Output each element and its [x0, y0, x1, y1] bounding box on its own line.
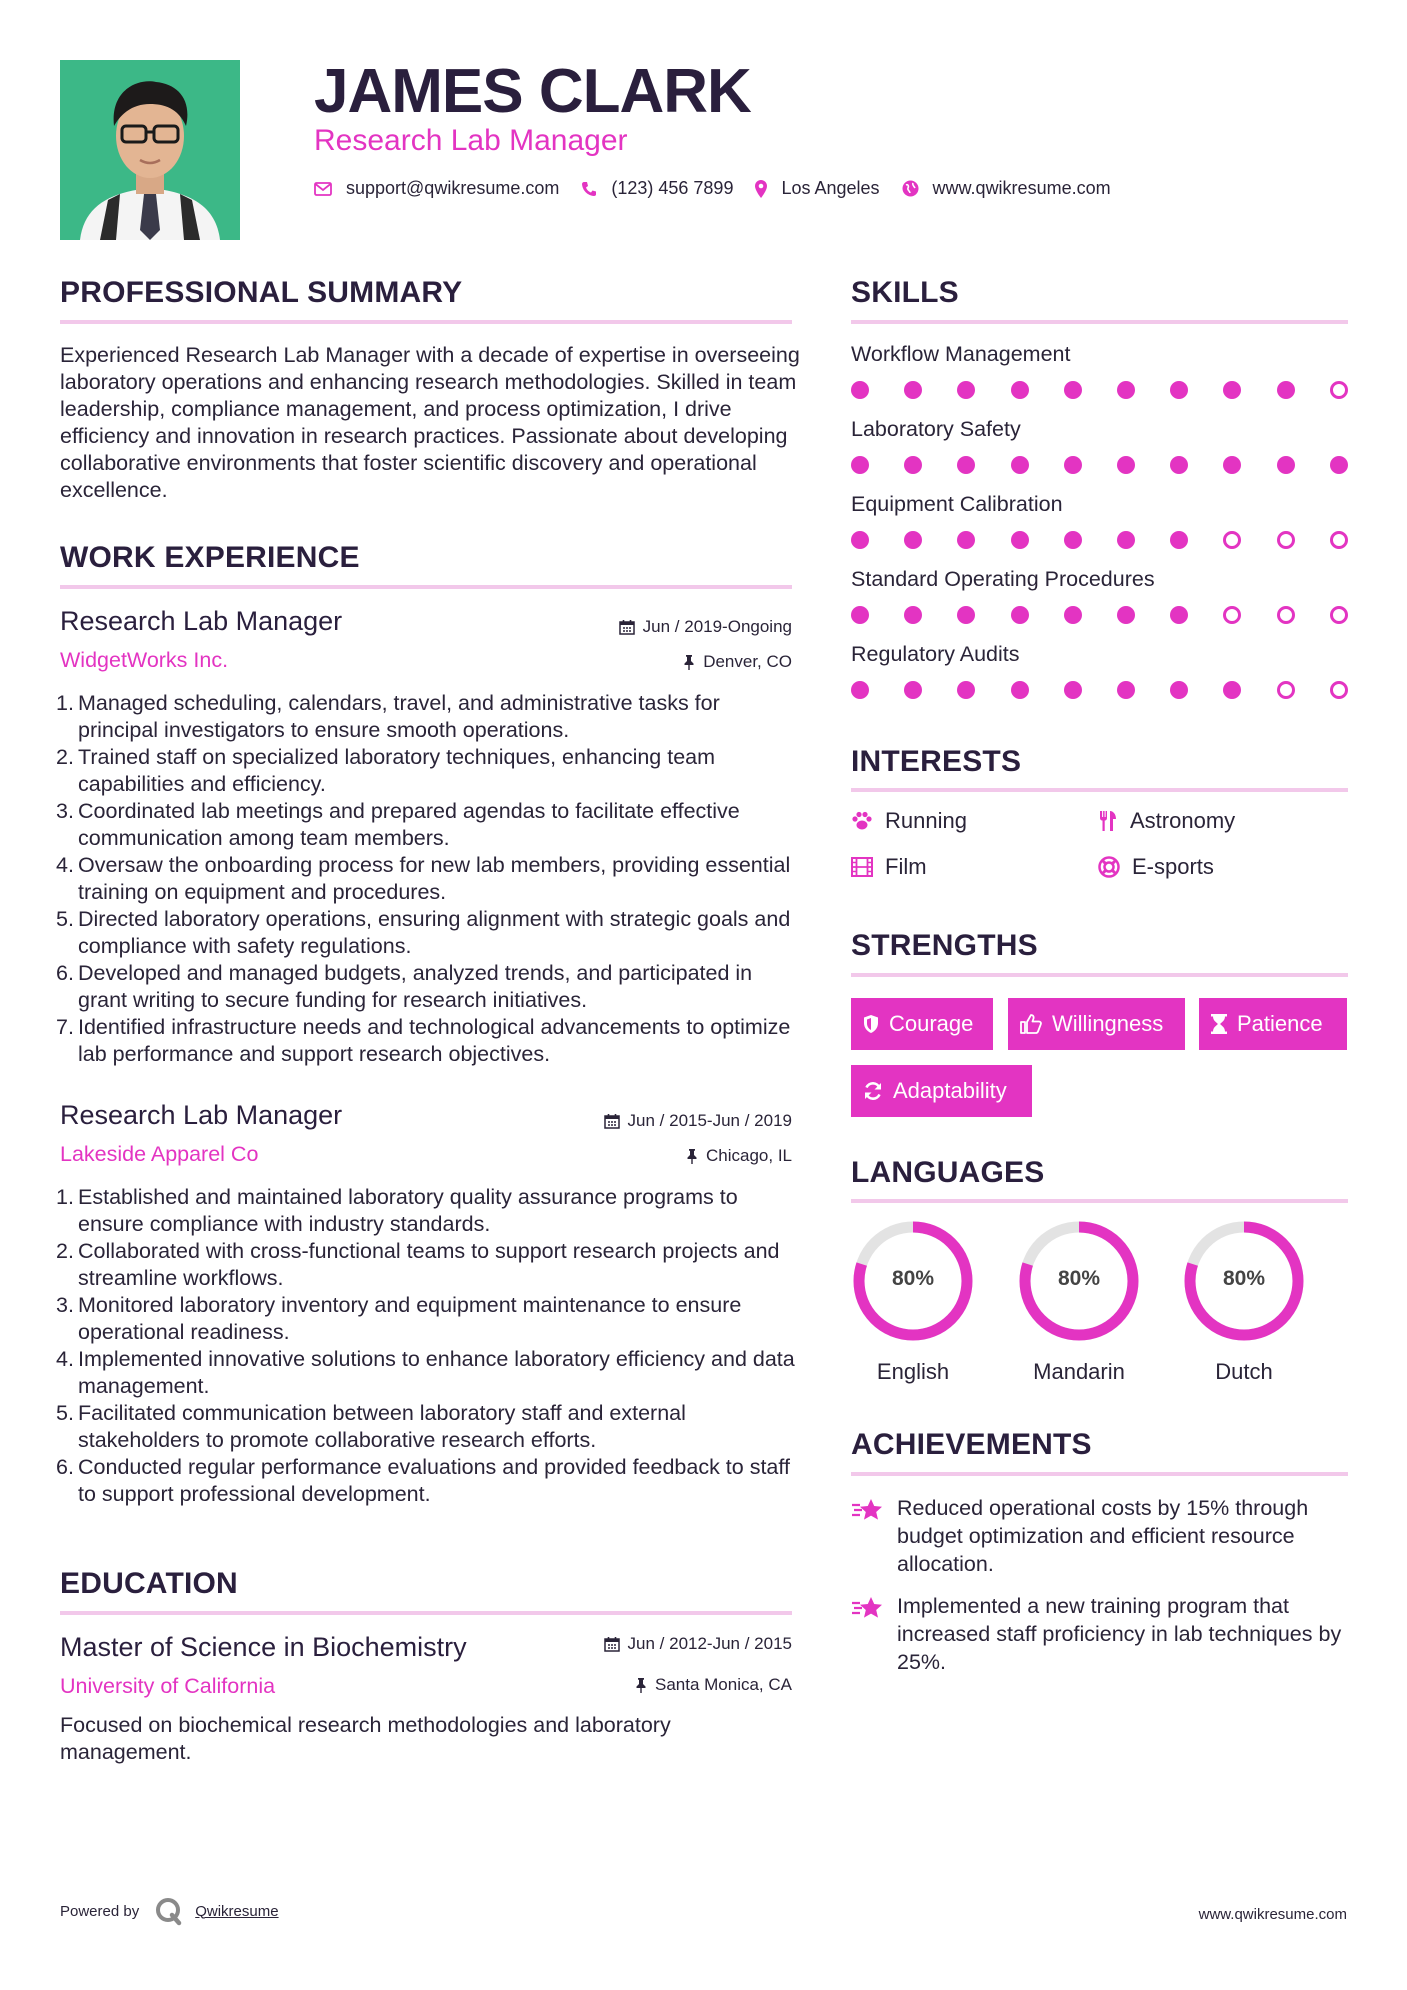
- list-item: 4. Oversaw the onboarding process for new lab members, providing essential training on equipment and procedures.: [56, 853, 791, 904]
- skill-name: Laboratory Safety: [851, 417, 1021, 441]
- skill-dot-filled: [851, 381, 869, 399]
- skill-dot-filled: [904, 531, 922, 549]
- skill-dot-filled: [1064, 456, 1082, 474]
- skill-name: Workflow Management: [851, 342, 1071, 366]
- paw-icon: [851, 811, 873, 831]
- interest-label: E-sports: [1132, 854, 1214, 879]
- skill-dot-filled: [1064, 381, 1082, 399]
- skill-dot-filled: [1223, 681, 1241, 699]
- skill-dot-filled: [1117, 606, 1135, 624]
- envelope-icon: [314, 182, 332, 196]
- job-company: Lakeside Apparel Co: [60, 1142, 259, 1166]
- interest-label: Film: [885, 854, 927, 879]
- contact-email[interactable]: [314, 178, 559, 199]
- duty-text: Trained staff on specialized laboratory techniques, enhancing team capabilities and efficiency.: [78, 745, 716, 796]
- skill-dot-filled: [1223, 381, 1241, 399]
- strength-tag-willingness: [1008, 998, 1185, 1050]
- duty-text: Managed scheduling, calendars, travel, and administrative tasks for principal investigators to ensure smooth operations.: [78, 691, 720, 742]
- skill-name: Standard Operating Procedures: [851, 567, 1155, 591]
- achievements-divider: [851, 1472, 1348, 1476]
- skill-dot-filled: [1011, 681, 1029, 699]
- skill-dot-filled: [1170, 606, 1188, 624]
- strength-tag-adaptability: [851, 1065, 1032, 1117]
- skills-heading: SKILLS: [851, 276, 959, 309]
- calendar-icon: [604, 1113, 620, 1129]
- refresh-icon: [863, 1081, 883, 1101]
- job-dates-text: Jun / 2019-Ongoing: [642, 617, 792, 636]
- skill-dot-filled: [1064, 531, 1082, 549]
- education-location-text: Santa Monica, CA: [654, 1675, 792, 1694]
- skill-dot-filled: [1170, 681, 1188, 699]
- experience-heading: WORK EXPERIENCE: [60, 541, 360, 574]
- achievement-text: Implemented a new training program that increased staff proficiency in lab techniques by 25%.: [897, 1594, 1342, 1674]
- profile-photo: [60, 60, 240, 240]
- job-dates: [619, 617, 792, 637]
- skill-dot-filled: [1170, 381, 1188, 399]
- pin-icon: [683, 654, 695, 670]
- education-dates-text: Jun / 2012-Jun / 2015: [627, 1634, 792, 1653]
- duty-text: Oversaw the onboarding process for new lab members, providing essential training on equipment and procedures.: [78, 853, 791, 904]
- contact-location-text: Los Angeles: [781, 178, 880, 198]
- skill-dot-filled: [1223, 456, 1241, 474]
- interest-astronomy: [1098, 808, 1235, 834]
- job-duties-list: [56, 690, 805, 1068]
- education-dates: [604, 1634, 792, 1654]
- duty-text: Conducted regular performance evaluations and provided feedback to staff to support professional development.: [78, 1455, 790, 1506]
- duty-text: Established and maintained laboratory quality assurance programs to ensure compliance with industry standards.: [78, 1185, 738, 1236]
- strength-tag-courage: [851, 998, 993, 1050]
- skill-dot-filled: [1117, 381, 1135, 399]
- contact-email-text: support@qwikresume.com: [346, 178, 560, 198]
- footer-powered-by: [60, 1896, 279, 1926]
- film-icon: [851, 857, 873, 877]
- skill-dot-filled: [1277, 381, 1295, 399]
- list-item: 3. Coordinated lab meetings and prepared agendas to facilitate effective communication among team members.: [56, 799, 740, 850]
- education-heading: EDUCATION: [60, 1567, 238, 1600]
- skill-dot-filled: [1011, 381, 1029, 399]
- skill-dot-filled: [1330, 456, 1348, 474]
- education-divider: [60, 1611, 792, 1615]
- job-dates-text: Jun / 2015-Jun / 2019: [627, 1111, 792, 1130]
- list-item: 5. Directed laboratory operations, ensuring alignment with strategic goals and compliance with safety regulations.: [56, 907, 791, 958]
- interests-divider: [851, 788, 1348, 792]
- interest-running: [851, 808, 967, 834]
- list-item: 4. Implemented innovative solutions to enhance laboratory efficiency and data management.: [56, 1347, 795, 1398]
- skill-dot-empty: [1330, 531, 1348, 549]
- strengths-heading: STRENGTHS: [851, 929, 1038, 962]
- achievements-heading: ACHIEVEMENTS: [851, 1428, 1092, 1461]
- skill-dot-empty: [1277, 531, 1295, 549]
- skill-dot-filled: [851, 531, 869, 549]
- language-name: English: [876, 1359, 950, 1384]
- qwikresume-logo-icon: [153, 1896, 185, 1926]
- list-item: 2. Collaborated with cross-functional teams to support research projects and streamline workflows.: [56, 1239, 780, 1290]
- skill-dot-filled: [1064, 606, 1082, 624]
- skill-dot-filled: [1064, 681, 1082, 699]
- job-dates: [604, 1111, 792, 1131]
- list-item: 6. Developed and managed budgets, analyzed trends, and participated in grant writing to secure funding for research initiatives.: [56, 961, 753, 1012]
- achievement-item: [851, 1592, 1351, 1676]
- language-dutch: [1182, 1219, 1306, 1384]
- candidate-name: JAMES CLARK: [314, 57, 751, 126]
- skill-name: Equipment Calibration: [851, 492, 1063, 516]
- experience-divider: [60, 585, 792, 589]
- shooting-star-icon: [851, 1496, 885, 1524]
- strength-tag-patience: [1199, 998, 1347, 1050]
- strength-label: Courage: [889, 1011, 974, 1036]
- language-english: [851, 1219, 975, 1384]
- duty-text: Collaborated with cross-functional teams to support research projects and streamline workflows.: [78, 1239, 780, 1290]
- duty-text: Developed and managed budgets, analyzed trends, and participated in grant writing to secure funding for research initiatives.: [78, 961, 753, 1012]
- skill-dot-empty: [1277, 681, 1295, 699]
- skill-dot-filled: [957, 456, 975, 474]
- skill-dot-empty: [1330, 681, 1348, 699]
- list-item: 1. Managed scheduling, calendars, travel, and administrative tasks for principal investigators to ensure smooth operations.: [56, 691, 720, 742]
- duty-text: Identified infrastructure needs and technological advancements to optimize lab performance and support research objectives.: [78, 1015, 791, 1066]
- skill-dot-filled: [904, 606, 922, 624]
- thumbs-up-icon: [1020, 1014, 1042, 1034]
- duty-text: Directed laboratory operations, ensuring alignment with strategic goals and compliance with safety regulations.: [78, 907, 791, 958]
- skill-dot-empty: [1223, 606, 1241, 624]
- summary-text: Experienced Research Lab Manager with a decade of expertise in overseeing laboratory operations and enhancing research methodologies. Skilled in team leadership, compliance management, and process optimization, I drive efficiency and innovation in research practices. Passionate about developing collaborative environments that foster scientific discovery and operational excellence.: [60, 343, 800, 502]
- skill-dot-filled: [1011, 606, 1029, 624]
- job-location: [683, 652, 792, 672]
- job-location: [686, 1146, 792, 1166]
- language-mandarin: [1017, 1219, 1141, 1384]
- job-duties-list: [56, 1184, 805, 1508]
- list-item: 3. Monitored laboratory inventory and equipment maintenance to ensure operational readiness.: [56, 1293, 742, 1344]
- languages-heading: LANGUAGES: [851, 1156, 1045, 1189]
- duty-text: Coordinated lab meetings and prepared agendas to facilitate effective communication among team members.: [78, 799, 740, 850]
- skill-dot-filled: [1117, 681, 1135, 699]
- pin-icon: [635, 1677, 647, 1693]
- strength-label: Patience: [1237, 1011, 1323, 1036]
- language-name: Mandarin: [1033, 1359, 1125, 1384]
- interest-label: Running: [885, 808, 967, 833]
- skill-dot-filled: [851, 606, 869, 624]
- skill-dot-filled: [904, 381, 922, 399]
- footer-website[interactable]: www.qwikresume.com: [1198, 1906, 1347, 1923]
- skill-dot-filled: [904, 456, 922, 474]
- summary-heading: PROFESSIONAL SUMMARY: [60, 276, 463, 309]
- contact-phone-text: (123) 456 7899: [611, 178, 734, 198]
- qwikresume-link[interactable]: Qwikresume: [195, 1902, 279, 1920]
- skill-dot-filled: [957, 681, 975, 699]
- list-item: 2. Trained staff on specialized laboratory techniques, enhancing team capabilities and efficiency.: [56, 745, 716, 796]
- summary-divider: [60, 320, 792, 324]
- job-location-text: Denver, CO: [703, 652, 792, 671]
- candidate-title: Research Lab Manager: [314, 124, 628, 157]
- skill-dot-filled: [957, 606, 975, 624]
- list-item: 5. Facilitated communication between laboratory staff and external stakeholders to promote collaborative research efforts.: [56, 1401, 686, 1452]
- skill-dot-filled: [904, 681, 922, 699]
- language-percent: 80%: [1057, 1267, 1101, 1290]
- map-marker-icon: [755, 180, 767, 198]
- interest-film: [851, 854, 927, 880]
- skills-divider: [851, 320, 1348, 324]
- skill-dot-filled: [1117, 456, 1135, 474]
- life-ring-icon: [1098, 856, 1120, 878]
- skill-dot-filled: [1011, 531, 1029, 549]
- interests-heading: INTERESTS: [851, 745, 1022, 778]
- contact-bar: [314, 178, 1133, 199]
- job-company: WidgetWorks Inc.: [60, 648, 229, 672]
- skill-dot-filled: [851, 681, 869, 699]
- list-item: 6. Conducted regular performance evaluations and provided feedback to staff to support professional development.: [56, 1455, 790, 1506]
- skill-dot-filled: [1170, 531, 1188, 549]
- achievement-text: Reduced operational costs by 15% through budget optimization and efficient resource allocation.: [897, 1496, 1309, 1576]
- job-title: Research Lab Manager: [60, 1100, 343, 1130]
- shooting-star-icon: [851, 1594, 885, 1622]
- calendar-icon: [604, 1636, 620, 1652]
- language-percent: 80%: [891, 1267, 935, 1290]
- job-location-text: Chicago, IL: [706, 1146, 792, 1165]
- globe-icon: [902, 180, 919, 197]
- language-name: Dutch: [1215, 1359, 1273, 1384]
- skill-dot-empty: [1330, 606, 1348, 624]
- skill-dot-empty: [1223, 531, 1241, 549]
- degree-title: Master of Science in Biochemistry: [60, 1632, 467, 1662]
- skill-dot-filled: [1011, 456, 1029, 474]
- skill-dot-empty: [1277, 606, 1295, 624]
- phone-icon: [581, 181, 597, 197]
- language-percent: 80%: [1222, 1267, 1266, 1290]
- list-item: 7. Identified infrastructure needs and technological advancements to optimize lab performance and support research objectives.: [56, 1015, 791, 1066]
- skill-dot-filled: [1117, 531, 1135, 549]
- school-name: University of California: [60, 1674, 276, 1698]
- skill-dot-filled: [957, 381, 975, 399]
- skill-dot-empty: [1330, 381, 1348, 399]
- interest-label: Astronomy: [1130, 808, 1236, 833]
- shield-icon: [863, 1014, 879, 1034]
- list-item: 1. Established and maintained laboratory quality assurance programs to ensure compliance with industry standards.: [56, 1185, 738, 1236]
- strength-label: Willingness: [1052, 1011, 1164, 1036]
- contact-website-text: www.qwikresume.com: [932, 178, 1111, 198]
- interest-e-sports: [1098, 854, 1214, 880]
- education-description: Focused on biochemical research methodologies and laboratory management.: [60, 1713, 671, 1764]
- job-title: Research Lab Manager: [60, 606, 343, 636]
- strength-label: Adaptability: [893, 1078, 1007, 1103]
- duty-text: Monitored laboratory inventory and equipment maintenance to ensure operational readiness.: [78, 1293, 742, 1344]
- duty-text: Facilitated communication between laboratory staff and external stakeholders to promote collaborative research efforts.: [78, 1401, 686, 1452]
- strengths-divider: [851, 973, 1348, 977]
- skill-dot-filled: [957, 531, 975, 549]
- pin-icon: [686, 1148, 698, 1164]
- powered-by-label: Powered by: [60, 1902, 140, 1920]
- languages-divider: [851, 1199, 1348, 1203]
- contact-location: [755, 178, 879, 199]
- duty-text: Implemented innovative solutions to enhance laboratory efficiency and data management.: [78, 1347, 795, 1398]
- skill-dot-filled: [1277, 456, 1295, 474]
- contact-website[interactable]: [902, 178, 1111, 199]
- education-location: [635, 1675, 792, 1695]
- achievement-item: [851, 1494, 1351, 1578]
- skill-dot-filled: [1170, 456, 1188, 474]
- utensils-icon: [1098, 810, 1118, 832]
- contact-phone[interactable]: [581, 178, 733, 199]
- skill-dot-filled: [851, 456, 869, 474]
- hourglass-icon: [1211, 1014, 1227, 1034]
- calendar-icon: [619, 619, 635, 635]
- skill-name: Regulatory Audits: [851, 642, 1020, 666]
